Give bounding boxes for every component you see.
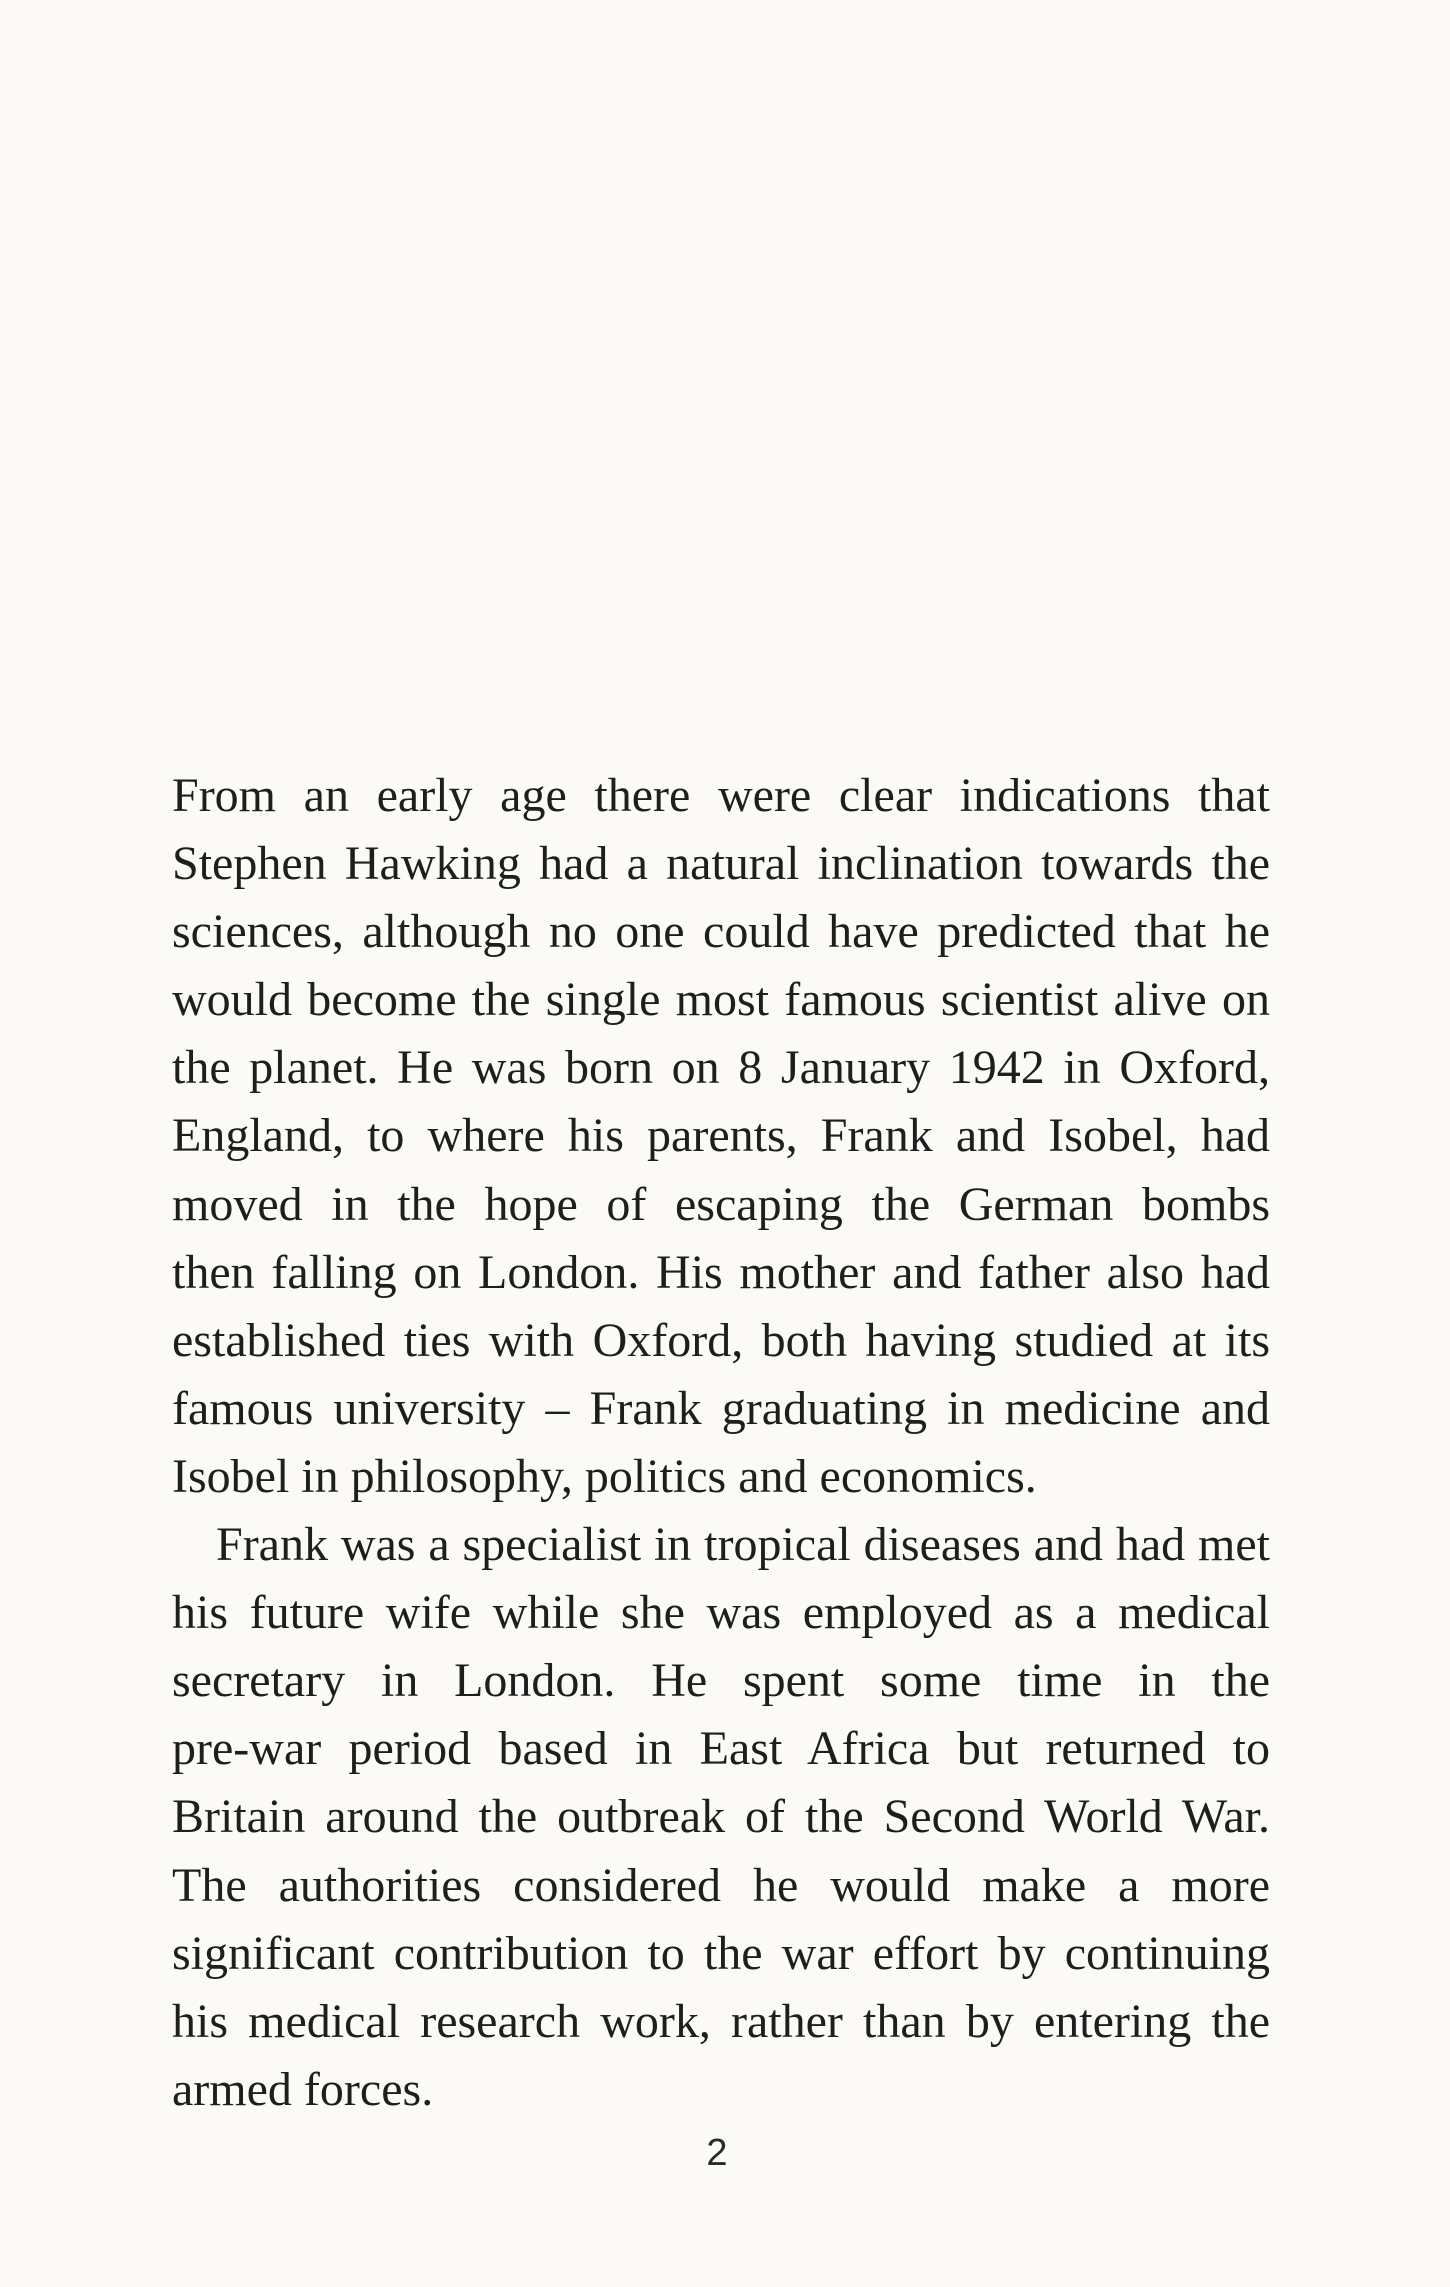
text-line: armed forces. <box>172 2062 434 2116</box>
text-line: his future wife while she was employed as a medical <box>172 1586 1270 1640</box>
text-line: the planet. He was born on 8 January 1942 in Oxford, <box>172 1041 1270 1095</box>
text-line: England, to where his parents, Frank and Isobel, had <box>172 1109 1270 1163</box>
text-line: then falling on London. His mother and father also had <box>172 1245 1270 1299</box>
text-line: The authorities considered he would make a more <box>172 1858 1270 1912</box>
page-number: 2 <box>706 2132 728 2174</box>
text-line: Isobel in philosophy, politics and economics. <box>172 1449 1037 1503</box>
text-line: sciences, although no one could have predicted that he <box>172 905 1270 959</box>
text-line: would become the single most famous scientist alive on <box>172 973 1270 1027</box>
text-line: From an early age there were clear indications that <box>172 769 1270 822</box>
text-line: pre-war period based in East Africa but returned to <box>172 1722 1270 1776</box>
text-line: established ties with Oxford, both having studied at its <box>172 1313 1270 1367</box>
text-line: significant contribution to the war effort by continuing <box>172 1926 1270 1980</box>
text-line: Frank was a specialist in tropical diseases and had met <box>216 1518 1270 1572</box>
body-text <box>172 762 1270 2124</box>
text-line: famous university – Frank graduating in medicine and <box>172 1381 1270 1435</box>
text-line: moved in the hope of escaping the German bombs <box>172 1177 1270 1231</box>
text-line: Stephen Hawking had a natural inclination towards the <box>172 837 1270 891</box>
text-line: his medical research work, rather than by entering the <box>172 1994 1270 2048</box>
text-line: secretary in London. He spent some time in the <box>172 1654 1270 1708</box>
text-line: Britain around the outbreak of the Second World War. <box>172 1790 1270 1844</box>
